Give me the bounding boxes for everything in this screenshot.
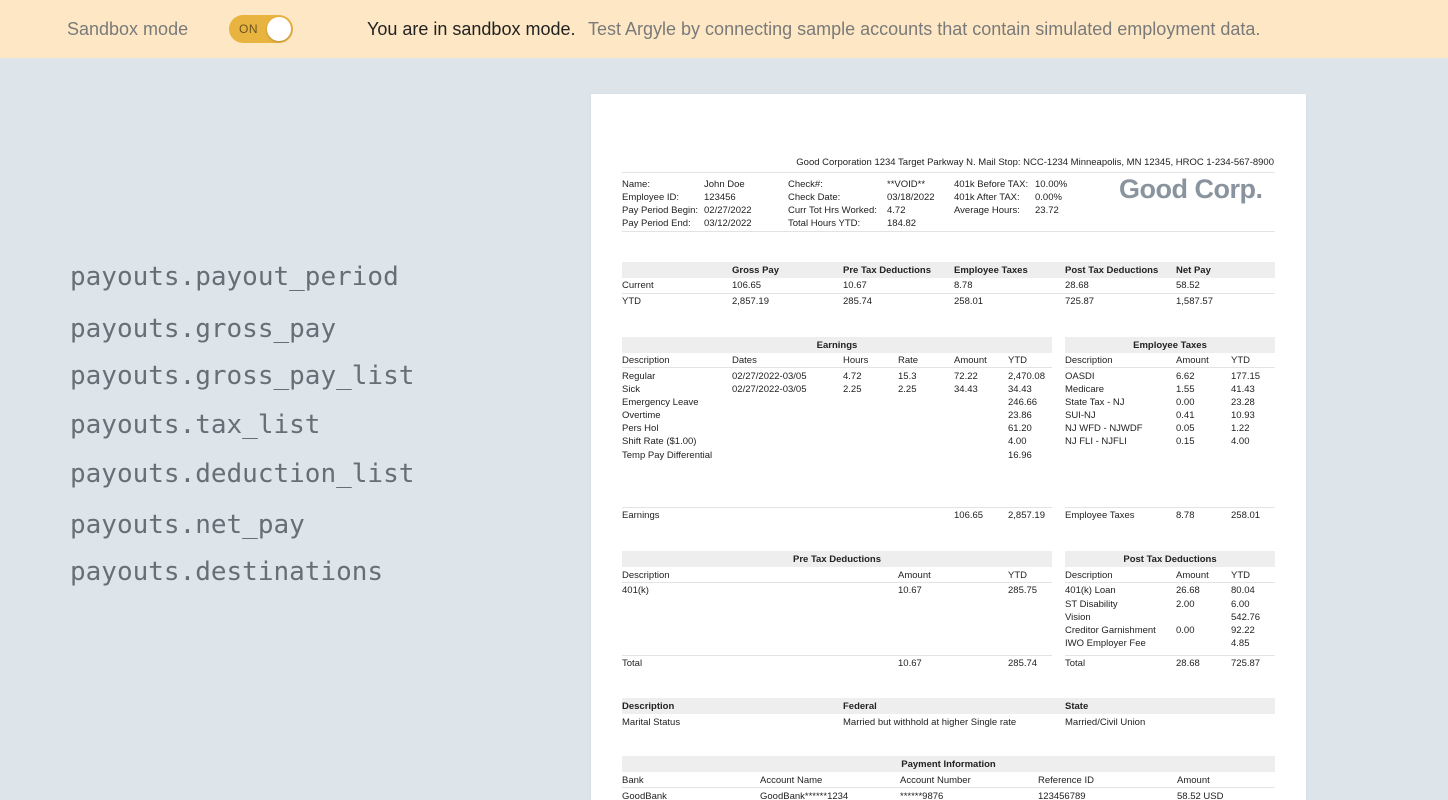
average-hours: 23.72	[1035, 205, 1059, 216]
earnings-cell: 2.25	[843, 384, 862, 395]
posttax-cell: 0.00	[1176, 625, 1195, 636]
toggle-knob	[267, 17, 291, 41]
sandbox-mode-label: Sandbox mode	[67, 19, 189, 39]
earnings-cell: 16.96	[1008, 450, 1032, 461]
divider	[622, 507, 1052, 508]
pretax-cell: 10.67	[898, 585, 922, 596]
field-net-pay: payouts.net_pay	[70, 510, 305, 540]
tax-cell: Medicare	[1065, 384, 1105, 395]
earnings-cell: 2.25	[898, 384, 917, 395]
info-label: Curr Tot Hrs Worked:	[788, 205, 877, 216]
tax-cell: OASDI	[1065, 371, 1095, 382]
earnings-header: Rate	[898, 355, 919, 366]
earnings-cell: 4.00	[1008, 436, 1027, 447]
info-label: Name:	[622, 179, 650, 190]
field-deduction-list: payouts.deduction_list	[70, 459, 415, 489]
tax-cell: 0.41	[1176, 410, 1195, 421]
tax-cell: 1.55	[1176, 384, 1195, 395]
divider	[622, 655, 1052, 656]
tax-cell: 10.93	[1231, 410, 1255, 421]
withholding-header-band	[622, 698, 1275, 714]
pretax-header: YTD	[1008, 570, 1027, 581]
posttax-title: Post Tax Deductions	[1123, 554, 1217, 565]
pretax-total-amount: 10.67	[898, 658, 922, 669]
info-label: Pay Period Begin:	[622, 205, 699, 216]
divider	[1065, 367, 1275, 368]
earnings-title: Earnings	[816, 340, 858, 351]
divider	[622, 231, 1275, 232]
pretax-header: Description	[622, 570, 670, 581]
divider	[622, 172, 1275, 173]
earnings-total-label: Earnings	[622, 510, 660, 521]
posttax-cell: IWO Employer Fee	[1065, 638, 1146, 649]
tax-cell: 23.28	[1231, 397, 1255, 408]
earnings-header: Dates	[732, 355, 757, 366]
summary-header: Gross Pay	[732, 265, 779, 276]
earnings-cell: Overtime	[622, 410, 661, 421]
summary-cell: 285.74	[843, 296, 873, 307]
check-date: 03/18/2022	[887, 192, 935, 203]
curr-hours: 4.72	[887, 205, 906, 216]
posttax-cell: Vision	[1065, 612, 1091, 623]
earnings-header: Hours	[843, 355, 869, 366]
payment-cell: GoodBank	[622, 791, 667, 800]
toggle-on-label: ON	[239, 22, 258, 36]
tax-cell: 0.05	[1176, 423, 1195, 434]
posttax-cell: 2.00	[1176, 599, 1195, 610]
company-logo: Good Corp.	[1119, 174, 1263, 204]
total-hours-ytd: 184.82	[887, 218, 917, 229]
earnings-cell: 34.43	[954, 384, 978, 395]
401k-before-tax: 10.00%	[1035, 179, 1068, 190]
posttax-cell: 4.85	[1231, 638, 1250, 649]
payment-header: Account Name	[760, 775, 823, 786]
pay-period-begin: 02/27/2022	[704, 205, 752, 216]
info-label: Check#:	[788, 179, 823, 190]
sandbox-toggle[interactable]	[229, 15, 293, 43]
payment-header: Amount	[1177, 775, 1210, 786]
earnings-cell: 2,470.08	[1008, 371, 1045, 382]
tax-cell: 0.00	[1176, 397, 1195, 408]
check-number: **VOID**	[887, 179, 926, 190]
earnings-cell: 34.43	[1008, 384, 1032, 395]
divider	[622, 787, 1275, 788]
posttax-cell: 6.00	[1231, 599, 1250, 610]
summary-header: Pre Tax Deductions	[843, 265, 931, 276]
info-label: 401k After TAX:	[954, 192, 1020, 203]
summary-header: Post Tax Deductions	[1065, 265, 1159, 276]
pretax-cell: 285.75	[1008, 585, 1038, 596]
withholding-cell: Married but withhold at higher Single rate	[843, 717, 1017, 728]
summary-cell: 106.65	[732, 280, 762, 291]
payment-cell: 58.52 USD	[1177, 791, 1224, 800]
taxes-title: Employee Taxes	[1133, 340, 1207, 351]
posttax-cell: ST Disability	[1065, 599, 1118, 610]
info-label: 401k Before TAX:	[954, 179, 1029, 190]
withholding-cell: Married/Civil Union	[1065, 717, 1146, 728]
tax-cell: 4.00	[1231, 436, 1250, 447]
summary-cell: 2,857.19	[732, 296, 769, 307]
earnings-cell: 02/27/2022-03/05	[732, 384, 807, 395]
earnings-header: YTD	[1008, 355, 1027, 366]
posttax-total-label: Total	[1065, 658, 1086, 669]
summary-cell: 1,587.57	[1176, 296, 1213, 307]
field-destinations: payouts.destinations	[70, 557, 384, 587]
tax-cell: 177.15	[1231, 371, 1261, 382]
payment-header: Reference ID	[1038, 775, 1094, 786]
employee-id: 123456	[704, 192, 736, 203]
posttax-header: Description	[1065, 570, 1113, 581]
summary-header: Net Pay	[1176, 265, 1211, 276]
pretax-cell: 401(k)	[622, 585, 649, 596]
pretax-total-label: Total	[622, 658, 643, 669]
field-gross-pay: payouts.gross_pay	[70, 314, 337, 344]
info-label: Pay Period End:	[622, 218, 691, 229]
earnings-cell: Emergency Leave	[622, 397, 699, 408]
taxes-header: Amount	[1176, 355, 1209, 366]
payment-header: Bank	[622, 775, 644, 786]
field-payout-period: payouts.payout_period	[70, 262, 399, 292]
summary-row-label: YTD	[622, 296, 641, 307]
401k-after-tax: 0.00%	[1035, 192, 1062, 203]
taxes-header: Description	[1065, 355, 1113, 366]
earnings-total-ytd: 2,857.19	[1008, 510, 1045, 521]
earnings-header: Description	[622, 355, 670, 366]
posttax-header: YTD	[1231, 570, 1250, 581]
payment-title: Payment Information	[901, 759, 996, 770]
tax-cell: 1.22	[1231, 423, 1250, 434]
earnings-cell: Sick	[622, 384, 640, 395]
posttax-header: Amount	[1176, 570, 1209, 581]
earnings-cell: 02/27/2022-03/05	[732, 371, 807, 382]
earnings-cell: Regular	[622, 371, 656, 382]
earnings-cell: 61.20	[1008, 423, 1032, 434]
posttax-cell: 401(k) Loan	[1065, 585, 1116, 596]
sandbox-message-title: You are in sandbox mode.	[367, 19, 576, 39]
earnings-cell: 15.3	[898, 371, 917, 382]
summary-cell: 10.67	[843, 280, 867, 291]
tax-cell: NJ WFD - NJWDF	[1065, 423, 1143, 434]
earnings-header: Amount	[954, 355, 987, 366]
withholding-header: Federal	[843, 701, 877, 712]
summary-cell: 58.52	[1176, 280, 1200, 291]
tax-cell: 6.62	[1176, 371, 1195, 382]
tax-cell: 41.43	[1231, 384, 1255, 395]
field-gross-pay-list: payouts.gross_pay_list	[70, 361, 415, 391]
tax-cell: 0.15	[1176, 436, 1195, 447]
info-label: Average Hours:	[954, 205, 1020, 216]
taxes-total-amount: 8.78	[1176, 510, 1195, 521]
payment-cell: 123456789	[1038, 791, 1086, 800]
pretax-total-ytd: 285.74	[1008, 658, 1038, 669]
posttax-cell: Creditor Garnishment	[1065, 625, 1156, 636]
paystub-document	[591, 94, 1306, 800]
payment-cell: ******9876	[900, 791, 944, 800]
divider	[1065, 655, 1275, 656]
earnings-cell: 4.72	[843, 371, 862, 382]
sandbox-banner	[0, 0, 1448, 58]
taxes-total-ytd: 258.01	[1231, 510, 1261, 521]
divider	[622, 293, 1275, 294]
payment-cell: GoodBank******1234	[760, 791, 849, 800]
earnings-cell: Pers Hol	[622, 423, 659, 434]
posttax-cell: 542.76	[1231, 612, 1261, 623]
info-label: Total Hours YTD:	[788, 218, 861, 229]
tax-cell: SUI-NJ	[1065, 410, 1096, 421]
divider	[1065, 507, 1275, 508]
info-label: Check Date:	[788, 192, 841, 203]
tax-cell: NJ FLI - NJFLI	[1065, 436, 1127, 447]
payment-header: Account Number	[900, 775, 971, 786]
withholding-header: State	[1065, 701, 1089, 712]
field-tax-list: payouts.tax_list	[70, 410, 321, 440]
tax-cell: State Tax - NJ	[1065, 397, 1125, 408]
info-label: Employee ID:	[622, 192, 680, 203]
posttax-cell: 92.22	[1231, 625, 1255, 636]
posttax-total-amount: 28.68	[1176, 658, 1200, 669]
posttax-cell: 26.68	[1176, 585, 1200, 596]
earnings-cell: Temp Pay Differential	[622, 450, 713, 461]
pay-period-end: 03/12/2022	[704, 218, 752, 229]
earnings-total-amount: 106.65	[954, 510, 984, 521]
earnings-cell: 23.86	[1008, 410, 1032, 421]
earnings-cell: Shift Rate ($1.00)	[622, 436, 697, 447]
summary-cell: 258.01	[954, 296, 984, 307]
pretax-title: Pre Tax Deductions	[793, 554, 881, 565]
summary-cell: 28.68	[1065, 280, 1089, 291]
taxes-header: YTD	[1231, 355, 1250, 366]
posttax-cell: 80.04	[1231, 585, 1255, 596]
divider	[1065, 582, 1275, 583]
taxes-total-label: Employee Taxes	[1065, 510, 1135, 521]
summary-header: Employee Taxes	[954, 265, 1028, 276]
sandbox-message: Test Argyle by connecting sample accounts that contain simulated employment data.	[588, 19, 1261, 39]
summary-cell: 8.78	[954, 280, 973, 291]
summary-row-label: Current	[622, 280, 654, 291]
withholding-cell: Marital Status	[622, 717, 681, 728]
earnings-cell: 72.22	[954, 371, 978, 382]
pretax-header: Amount	[898, 570, 931, 581]
summary-cell: 725.87	[1065, 296, 1095, 307]
earnings-cell: 246.66	[1008, 397, 1038, 408]
divider	[622, 367, 1052, 368]
employee-name: John Doe	[704, 179, 745, 190]
company-address: Good Corporation 1234 Target Parkway N. Mail Stop: NCC-1234 Minneapolis, MN 12345, HROC 1-234-567-8900	[796, 157, 1274, 168]
posttax-total-ytd: 725.87	[1231, 658, 1261, 669]
withholding-header: Description	[622, 701, 675, 712]
divider	[622, 582, 1052, 583]
